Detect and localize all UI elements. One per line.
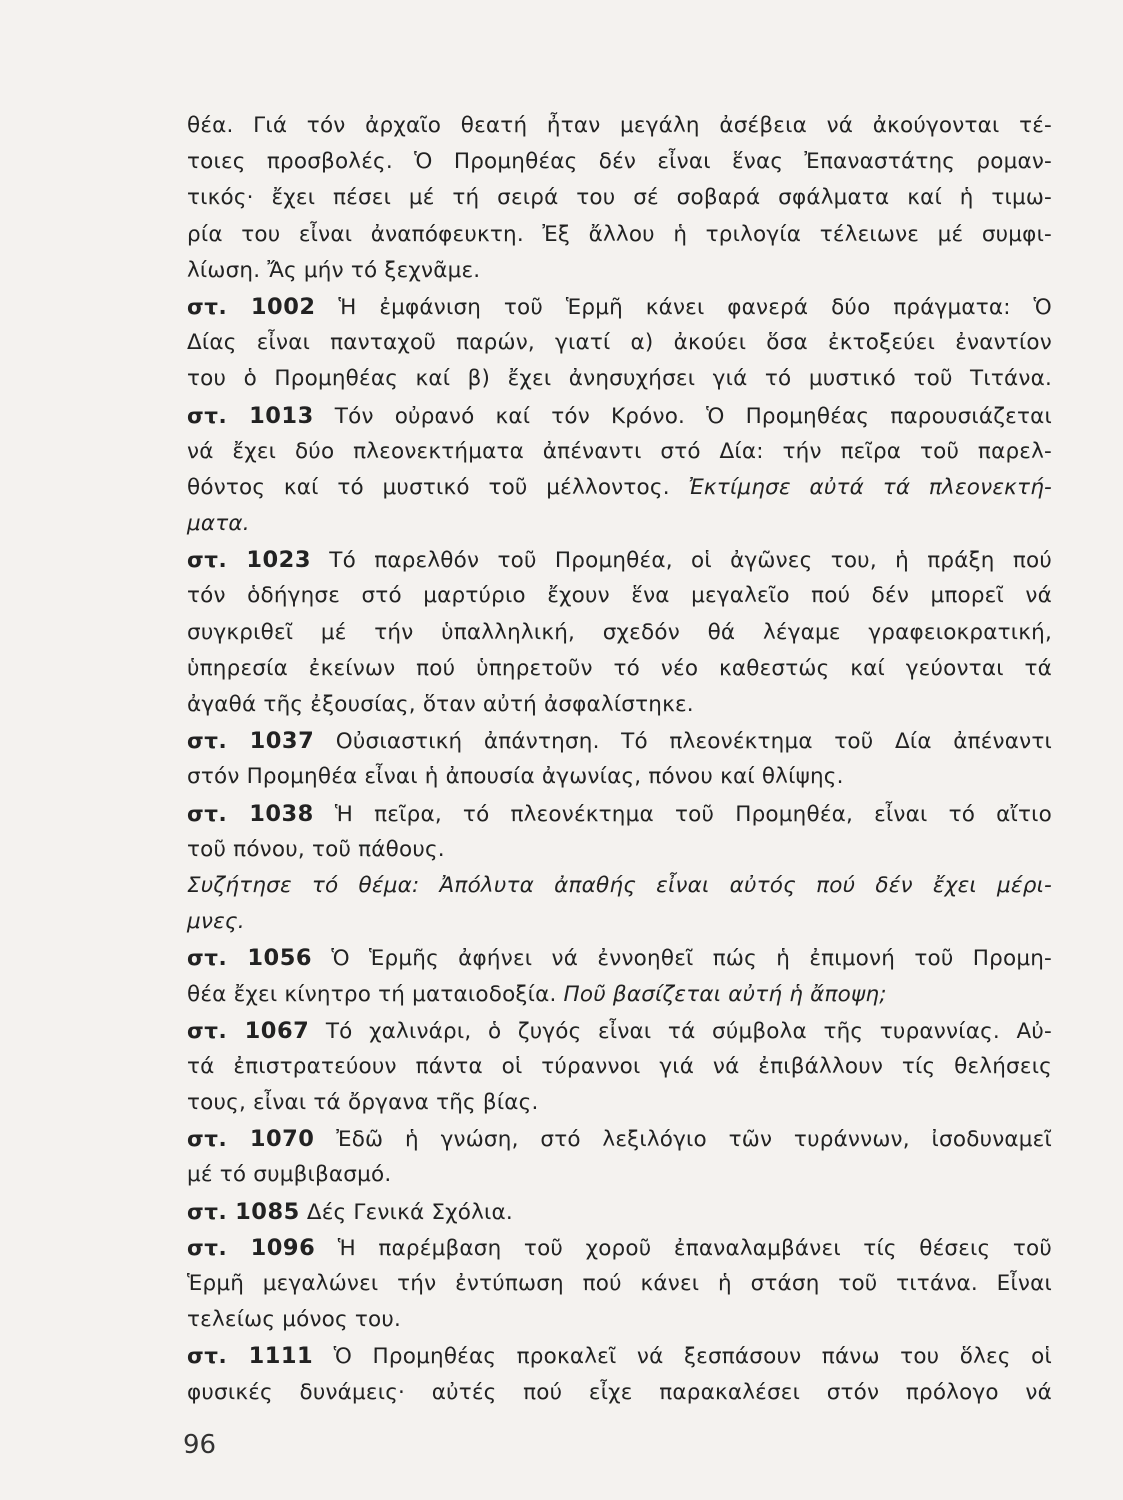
text-line [187, 506, 1052, 542]
line-text: θέα. Γιά τόν ἀρχαῖο θεατή ἦταν μεγάλη ἀσέβεια νά ἀκούγονται τέ- [187, 113, 1052, 138]
verse-prefix: στ. [187, 548, 228, 574]
text-line [187, 868, 1052, 904]
verse-reference [187, 1344, 313, 1369]
line-text: Ἡ ἐμφάνιση τοῦ Ἑρμῆ κάνει φανερά δύο πράγματα: Ὁ [338, 294, 1052, 320]
line-text: ὑπηρεσία ἐκείνων πού ὑπηρετοῦν τό νέο καθεστώς καί γεύονται τά [187, 655, 1052, 681]
line-text: θέα ἔχει κίνητρο τή ματαιοδοξία. [187, 981, 564, 1007]
italic-text: ματα. [187, 511, 250, 537]
text-line [187, 470, 1052, 506]
text-line [187, 325, 1052, 361]
verse-number: 1038 [249, 800, 314, 827]
verse-prefix: στ. [187, 294, 228, 320]
verse-note-line [187, 542, 1052, 578]
line-text: Ἡ πεῖρα, τό πλεονέκτημα τοῦ Προμηθέα, εἶναι τό αἴτιο [334, 801, 1052, 827]
text-line [187, 1375, 1052, 1411]
verse-note-line [187, 1013, 1052, 1049]
verse-number: 1002 [250, 293, 316, 320]
text-line [187, 759, 1052, 795]
line-text: Δές Γενικά Σχόλια. [306, 1199, 513, 1225]
verse-number: 1023 [246, 547, 311, 574]
line-text: Ἡ παρέμβαση τοῦ χοροῦ ἐπαναλαμβάνει τίς θέσεις τοῦ [337, 1235, 1052, 1261]
text-line [187, 434, 1052, 470]
page-number: 96 [183, 1430, 217, 1460]
text-line [187, 1302, 1052, 1338]
line-text: τους, εἶναι τά ὄργανα τῆς βίας. [187, 1090, 539, 1116]
text-line [187, 687, 1052, 723]
verse-note-line [187, 796, 1052, 832]
verse-number: 1056 [247, 945, 313, 972]
verse-reference [187, 1019, 309, 1044]
line-text: Ὁ Προμηθέας προκαλεῖ νά ξεσπάσουν πάνω του ὅλες οἱ [333, 1344, 1052, 1370]
verse-prefix: στ. [187, 1127, 228, 1153]
italic-text: μνες. [187, 909, 245, 935]
verse-reference [187, 295, 316, 320]
verse-note-line [187, 398, 1052, 434]
verse-note-line [187, 1121, 1052, 1157]
line-text: φυσικές δυνάμεις· αὐτές πού εἶχε παρακαλέσει στόν πρόλογο νά [187, 1379, 1052, 1405]
line-text: συγκριθεῖ μέ τήν ὑπαλληλική, σχεδόν θά λέγαμε γραφειοκρατική, [187, 619, 1052, 645]
line-text: τόν ὁδήγησε στό μαρτύριο ἔχουν ἕνα μεγαλεῖο πού δέν μπορεῖ νά [187, 583, 1052, 609]
verse-number: 1037 [249, 728, 315, 755]
line-text: στόν Προμηθέα εἶναι ἡ ἀπουσία ἀγωνίας, πόνου καί θλίψης. [187, 764, 844, 790]
text-line [187, 904, 1052, 940]
line-text: Οὐσιαστική ἀπάντηση. Τό πλεονέκτημα τοῦ Δία ἀπέναντι [335, 729, 1052, 755]
verse-note-line [187, 723, 1052, 759]
text-line [187, 1266, 1052, 1302]
line-text: ἀγαθά τῆς ἐξουσίας, ὅταν αὐτή ἀσφαλίστηκε. [187, 692, 694, 717]
line-text: Ἑρμῆ μεγαλώνει τήν ἐντύπωση πού κάνει ἡ στάση τοῦ τιτάνα. Εἶναι [187, 1271, 1052, 1296]
verse-prefix: στ. [187, 729, 228, 755]
verse-reference [187, 946, 312, 971]
verse-reference [187, 729, 314, 754]
text-line [187, 977, 1052, 1013]
verse-note-line [187, 1230, 1052, 1266]
verse-reference [187, 548, 311, 573]
text-line [187, 253, 1052, 289]
verse-note-line [187, 1338, 1052, 1374]
line-text: Τόν οὐρανό καί τόν Κρόνο. Ὁ Προμηθέας παρουσιάζεται [334, 403, 1052, 429]
italic-text: Συζήτησε τό θέμα: Ἀπόλυτα ἀπαθής εἶναι αὐτός πού δέν ἔχει μέρι- [187, 872, 1052, 898]
line-text: ρία του εἶναι ἀναπόφευκτη. Ἐξ ἄλλου ἡ τριλογία τέλειωνε μέ συμφι- [187, 221, 1052, 247]
text-line [187, 361, 1052, 397]
line-text: μέ τό συμβιβασμό. [187, 1162, 392, 1188]
text-line [187, 651, 1052, 687]
verse-number: 1067 [244, 1017, 310, 1044]
line-text: τά ἐπιστρατεύουν πάντα οἱ τύραννοι γιά νά ἐπιβάλλουν τίς θελήσεις [187, 1053, 1052, 1079]
verse-note-line [187, 289, 1052, 325]
verse-number: 1111 [248, 1343, 314, 1370]
line-text: του ὁ Προμηθέας καί β) ἔχει ἀνησυχήσει γιά τό μυστικό τοῦ Τιτάνα. [187, 366, 1052, 392]
verse-number: 1085 [235, 1198, 300, 1225]
verse-prefix: στ. [187, 1235, 228, 1261]
text-line [187, 180, 1052, 216]
line-text: τοῦ πόνου, τοῦ πάθους. [187, 836, 445, 862]
verse-prefix: στ. [187, 403, 228, 429]
text-line [187, 1085, 1052, 1121]
verse-note-line [187, 1194, 1052, 1230]
text-line [187, 217, 1052, 253]
line-text: Δίας εἶναι πανταχοῦ παρών, γιατί α) ἀκούει ὅσα ἐκτοξεύει ἐναντίον [187, 330, 1052, 356]
text-line [187, 578, 1052, 614]
line-text: τελείως μόνος του. [187, 1307, 402, 1333]
text-line [187, 832, 1052, 868]
verse-number: 1096 [250, 1234, 316, 1261]
line-text: Ἐδῶ ἡ γνώση, στό λεξιλόγιο τῶν τυράννων, ἰσοδυναμεῖ [336, 1127, 1052, 1153]
text-line [187, 144, 1052, 180]
verse-reference [187, 1236, 315, 1261]
verse-reference [187, 404, 314, 429]
verse-number: 1070 [249, 1126, 315, 1153]
text-body [187, 108, 1052, 1411]
text-line [187, 1049, 1052, 1085]
line-text: Τό χαλινάρι, ὁ ζυγός εἶναι τά σύμβολα τῆς τυραννίας. Αὐ- [325, 1018, 1052, 1044]
line-text: νά ἔχει δύο πλεονεκτήματα ἀπέναντι στό Δία: τήν πεῖρα τοῦ παρελ- [187, 438, 1052, 464]
verse-prefix: στ. [187, 1199, 228, 1225]
verse-prefix: στ. [187, 1018, 228, 1044]
verse-note-line [187, 940, 1052, 976]
text-line [187, 108, 1052, 144]
line-text: λίωση. Ἄς μήν τό ξεχνᾶμε. [187, 257, 481, 283]
text-line [187, 615, 1052, 651]
verse-prefix: στ. [187, 946, 228, 972]
verse-reference [187, 1127, 314, 1152]
italic-text: Ἐκτίμησε αὐτά τά πλεονεκτή- [688, 474, 1052, 500]
italic-text: Ποῦ βασίζεται αὐτή ἡ ἄποψη; [563, 981, 887, 1007]
verse-reference [187, 1200, 300, 1225]
text-line [187, 1157, 1052, 1193]
line-text: τικός· ἔχει πέσει μέ τή σειρά του σέ σοβαρά σφάλματα καί ἡ τιμω- [187, 185, 1052, 211]
line-text: τοιες προσβολές. Ὁ Προμηθέας δέν εἶναι ἕνας Ἐπαναστάτης ρομαν- [187, 149, 1052, 175]
line-text: Ὁ Ἑρμῆς ἀφήνει νά ἐννοηθεῖ πώς ἡ ἐπιμονή τοῦ Προμη- [331, 946, 1052, 972]
verse-number: 1013 [249, 402, 314, 429]
line-text: θόντος καί τό μυστικό τοῦ μέλλοντος. [187, 474, 689, 500]
verse-reference [187, 802, 314, 827]
verse-prefix: στ. [187, 801, 228, 827]
verse-prefix: στ. [187, 1344, 228, 1370]
line-text: Τό παρελθόν τοῦ Προμηθέα, οἱ ἀγῶνες του, ἡ πράξη πού [329, 548, 1052, 574]
